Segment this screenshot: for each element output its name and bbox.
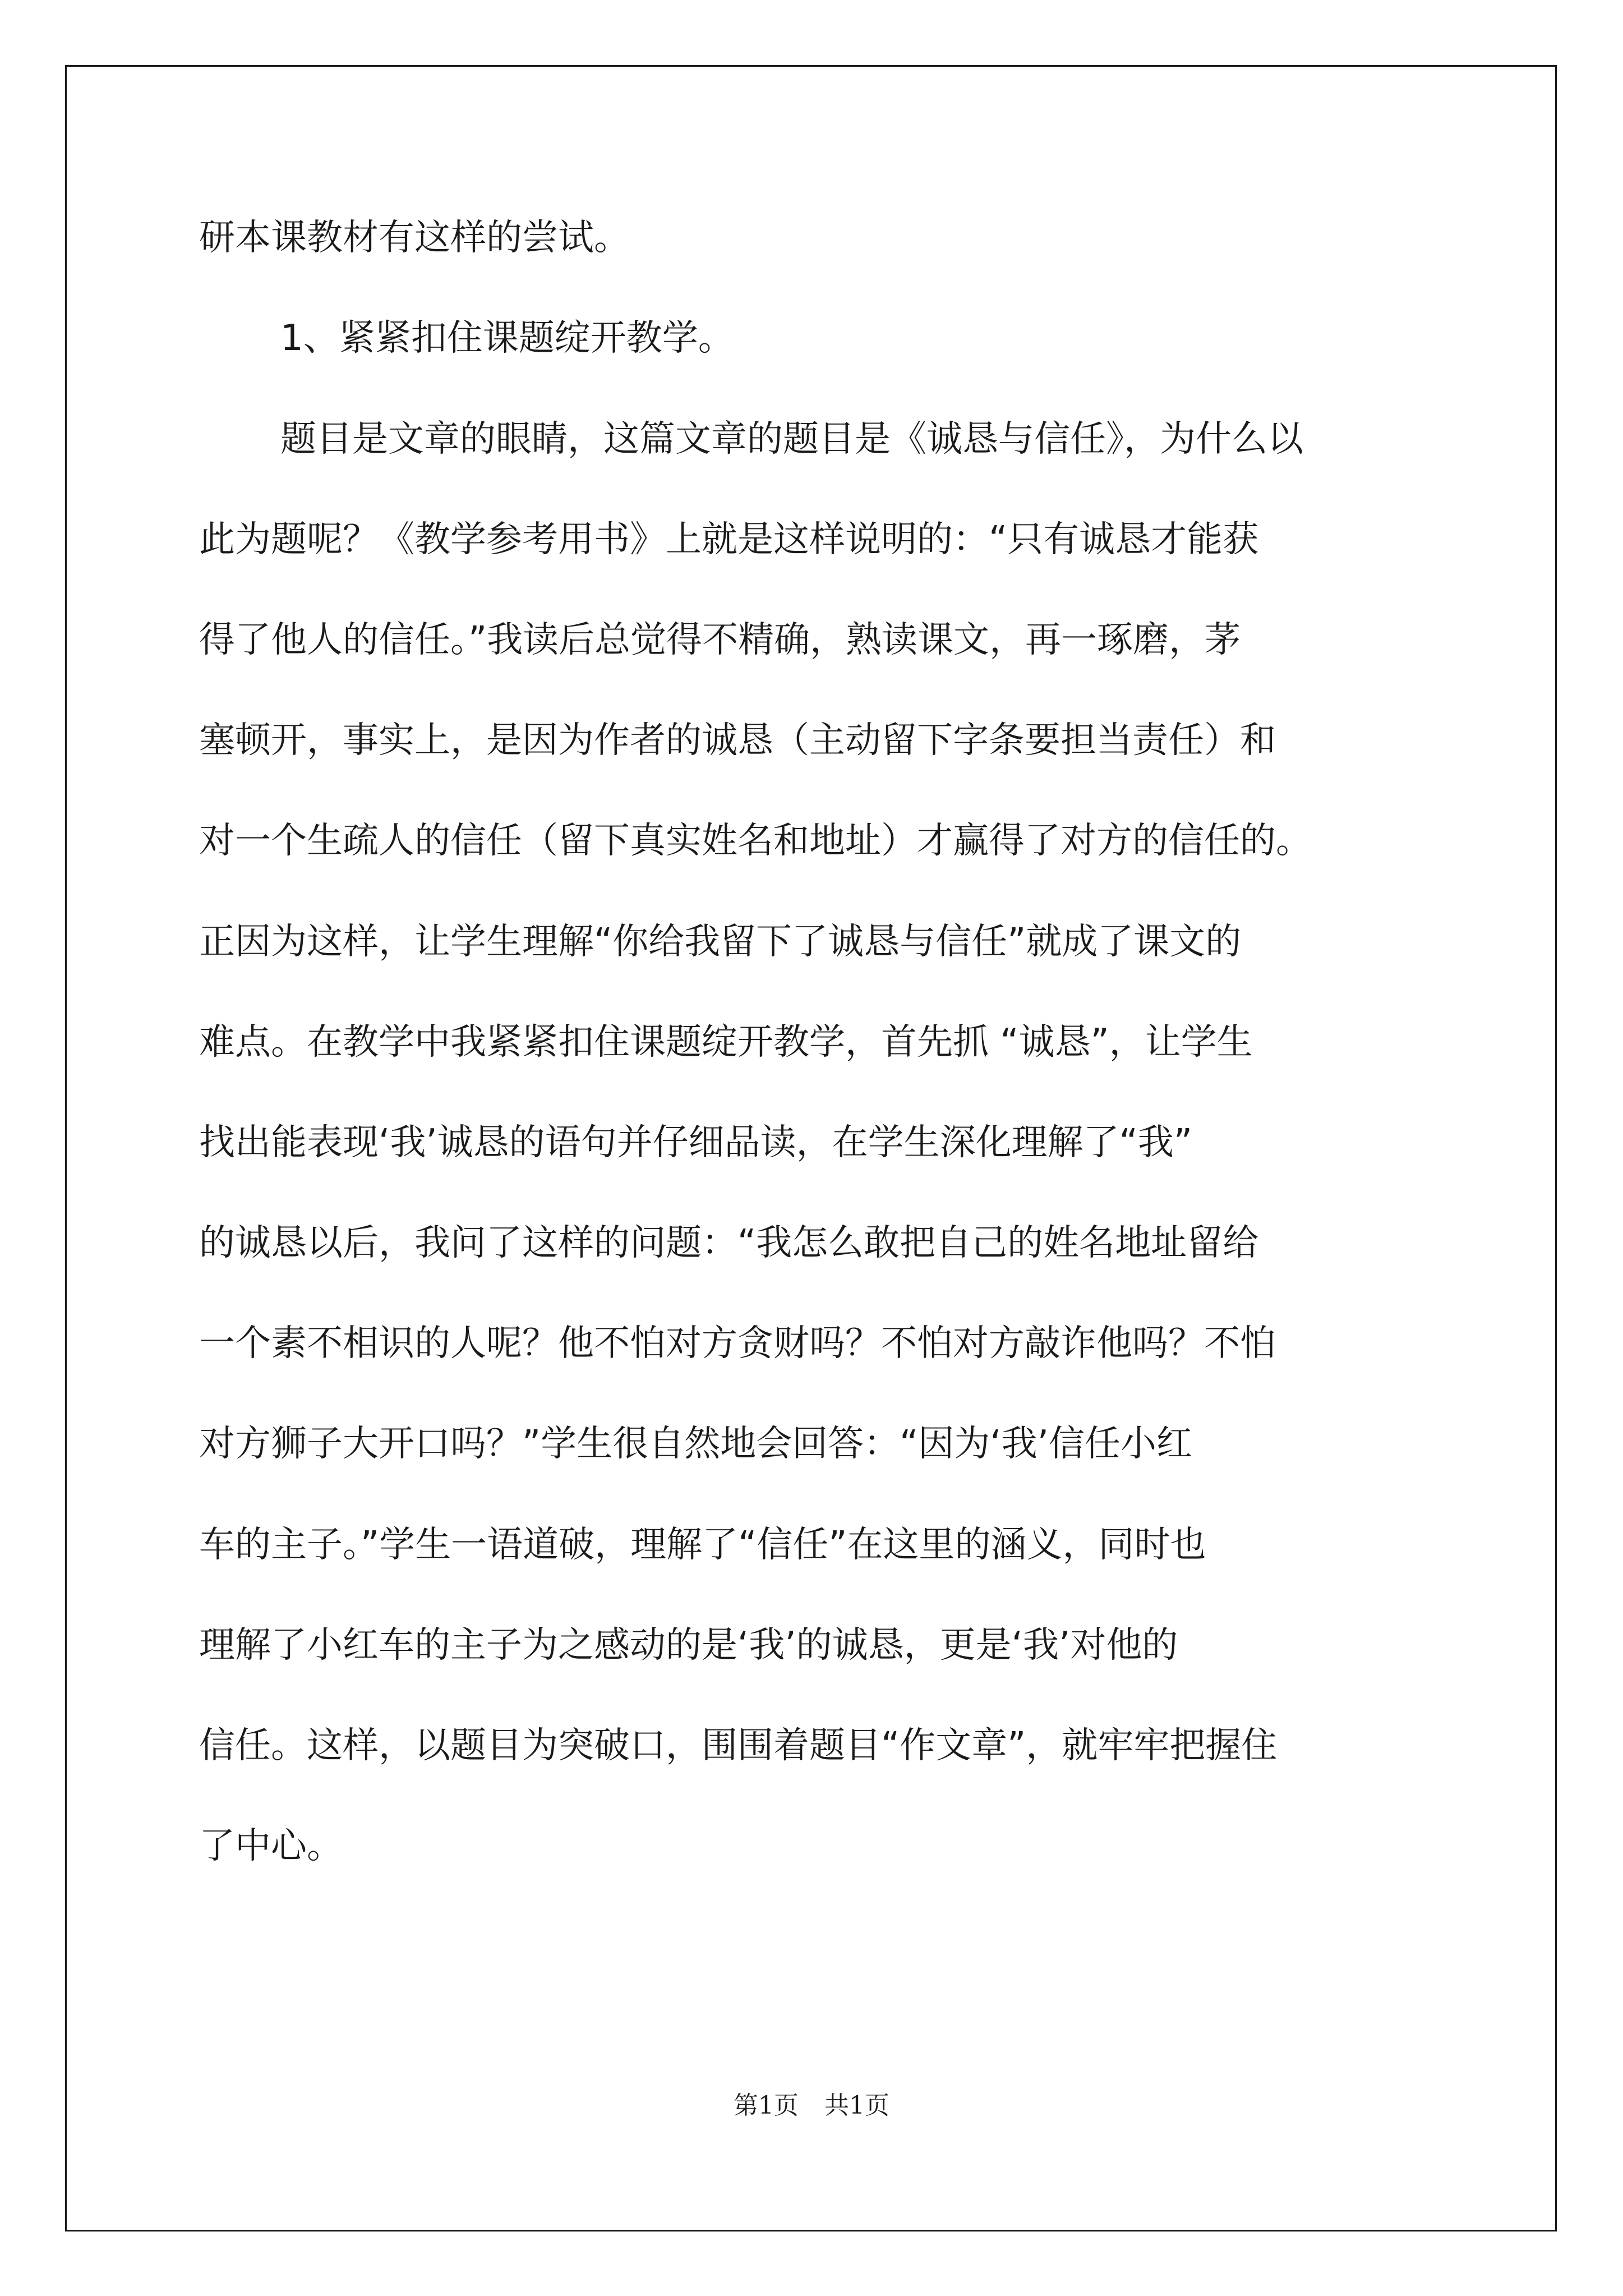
paragraph-line: 得了他人的信任。”我读后总觉得不精确，熟读课文，再一琢磨，茅	[199, 619, 1241, 661]
paragraph-line: 了中心。	[199, 1825, 343, 1867]
page-total: 共1页	[824, 2091, 889, 2120]
paragraph-line: 此为题呢？《教学参考用书》上就是这样说明的：“只有诚恳才能获	[199, 519, 1259, 560]
paragraph-line: 的诚恳以后，我问了这样的问题：“我怎么敢把自己的姓名地址留给	[199, 1222, 1259, 1264]
page-number: 第1页	[734, 2091, 799, 2120]
line-continuation: 研本课教材有这样的尝试。	[199, 217, 630, 259]
paragraph-line: 难点。在教学中我紧紧扣住课题绽开教学，首先抓 “诚恳”，让学生	[199, 1022, 1253, 1063]
paragraph-line: 对方狮子大开口吗？”学生很自然地会回答：“因为‘我’信任小红	[199, 1423, 1192, 1465]
paragraph-line: 找出能表现‘我’诚恳的语句并仔细品读，在学生深化理解了“我”	[199, 1122, 1192, 1163]
paragraph-line: 一个素不相识的人呢？他不怕对方贪财吗？不怕对方敲诈他吗？不怕	[199, 1323, 1276, 1364]
paragraph-line: 理解了小红车的主子为之感动的是‘我’的诚恳，更是‘我’对他的	[199, 1625, 1178, 1666]
paragraph-line: 题目是文章的眼睛，这篇文章的题目是《诚恳与信任》，为什么以	[280, 418, 1303, 460]
page-footer	[0, 2090, 1623, 2122]
section-heading: 1、紧紧扣住课题绽开教学。	[280, 318, 734, 359]
paragraph-line: 对一个生疏人的信任（留下真实姓名和地址）才赢得了对方的信任的。	[199, 820, 1312, 862]
paragraph-line: 车的主子。”学生一语道破，理解了“信任”在这里的涵义，同时也	[199, 1524, 1206, 1566]
paragraph-line: 正因为这样，让学生理解“你给我留下了诚恳与信任”就成了课文的	[199, 921, 1242, 963]
paragraph-line: 信任。这样，以题目为突破口，围围着题目“作文章”，就牢牢把握住	[199, 1725, 1278, 1766]
paragraph-line: 塞顿开，事实上，是因为作者的诚恳（主动留下字条要担当责任）和	[199, 720, 1276, 761]
